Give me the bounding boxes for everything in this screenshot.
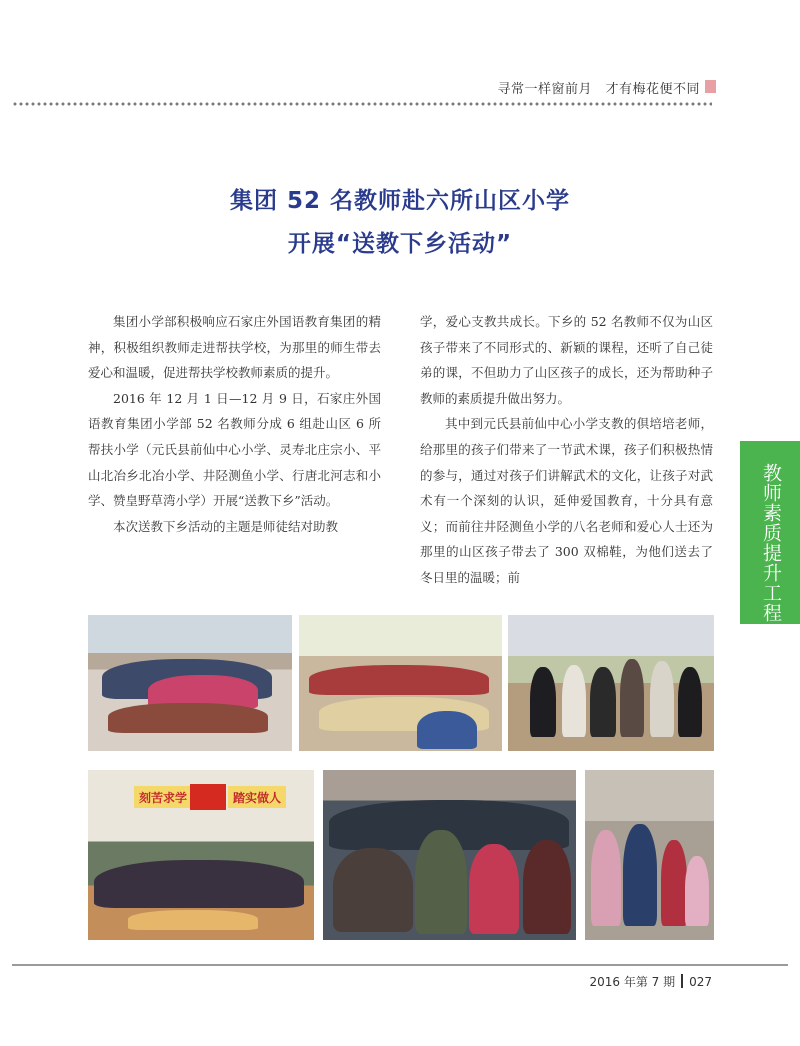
photo-students-with-gifts xyxy=(88,615,292,751)
banner-left: 刻苦求学 xyxy=(134,786,192,808)
paragraph: 2016 年 12 月 1 日—12 月 9 日，石家庄外国语教育集团小学部 52 名教师分成 6 组赴山区 6 所帮扶小学（元氏县前仙中心小学、灵寿北庄宗小、平山北冶乡北冶小学、井陉测鱼小学、行唐北河志和小学、赞皇野草湾小学）开展“送教下乡”活动。 xyxy=(88,390,381,509)
running-head-marker xyxy=(705,80,716,93)
footer-separator xyxy=(681,974,683,988)
photo-classroom-with-banners xyxy=(88,770,314,940)
photo-classroom xyxy=(299,615,502,751)
dotted-divider xyxy=(12,101,712,107)
paragraph: 其中到元氏县前仙中心小学支教的倶培培老师，给那里的孩子们带来了一节武术课，孩子们积极热情的参与，通过对孩子们讲解武术的文化，让孩子对武术有一个深刻的认识，延伸爱国教育，十分具有意义；而前往井陉测鱼小学的八名老师和爱心人士还为那里的山区孩子带去了 300 双棉鞋，为他们送去了冬日里的温暖；前 xyxy=(420,416,713,585)
running-head xyxy=(497,78,700,97)
photo-teachers-outdoors xyxy=(508,615,714,751)
paragraph: 学，爱心支教共成长。下乡的 52 名教师不仅为山区孩子带来了不同形式的、新颖的课程，还听了自己徒弟的课，不但助力了山区孩子的成长，还为帮助种子教师的素质提升做出努力。 xyxy=(420,314,713,406)
photo-students-group xyxy=(323,770,576,940)
banner-right: 踏实做人 xyxy=(228,786,286,808)
running-head-text: 寻常一样窗前月 才有梅花便不同 xyxy=(497,82,700,97)
right-column xyxy=(420,309,713,591)
section-tab-label: 教师素质提升工程 xyxy=(760,463,782,623)
article-title-line-2: 开展“送教下乡活动” xyxy=(287,231,513,257)
page-number: 027 xyxy=(689,975,712,989)
photo-children-with-teacher xyxy=(585,770,714,940)
article-title-line-1: 集团 52 名教师赴六所山区小学 xyxy=(229,188,571,214)
section-tab xyxy=(740,441,800,624)
flag-icon xyxy=(190,784,226,810)
issue-label: 2016 年第 7 期 xyxy=(589,975,676,989)
paragraph: 本次送教下乡活动的主题是师徒结对助教 xyxy=(113,518,339,534)
footer-rule xyxy=(12,964,788,966)
paragraph: 集团小学部积极响应石家庄外国语教育集团的精神，积极组织教师走进帮扶学校，为那里的师生带去爱心和温暖，促进帮扶学校教师素质的提升。 xyxy=(88,314,381,381)
page-footer xyxy=(589,973,712,990)
left-column xyxy=(88,309,381,539)
